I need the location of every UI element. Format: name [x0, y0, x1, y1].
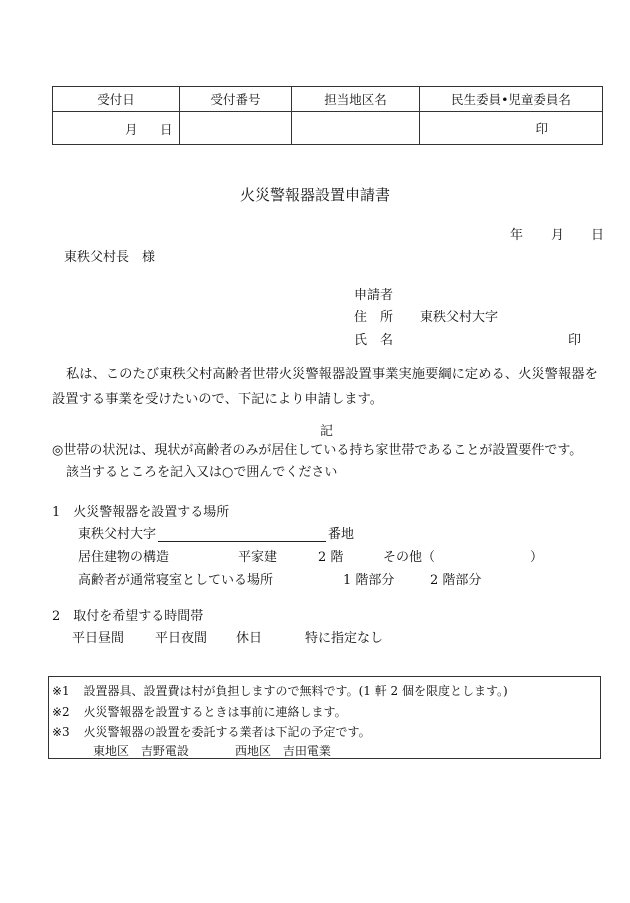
district-cell[interactable] — [292, 112, 420, 145]
install-address-suffix: 番地 — [328, 527, 355, 542]
time-option-weekday-day[interactable]: 平日昼間 — [72, 631, 125, 646]
commissioner-cell[interactable] — [420, 112, 603, 145]
applicant-address-value[interactable]: 東秩父村大字 — [420, 310, 499, 325]
contractor-west-area: 西地区 — [235, 744, 272, 758]
bedroom-label: 高齢者が通常寝室としている場所 — [78, 573, 274, 588]
contractor-east — [93, 742, 189, 759]
reception-date-cell[interactable] — [53, 112, 180, 145]
household-note: ◎世帯の状況は、現状が高齢者のみが居住している持ち家世帯であることが設置要件です。 — [52, 443, 583, 458]
reception-number-header: 受付番号 — [180, 87, 292, 112]
time-option-weekday-night[interactable]: 平日夜間 — [155, 631, 208, 646]
reception-table — [52, 86, 603, 145]
document-title: 火災警報器設置申請書 — [239, 186, 390, 204]
addressee: 東秩父村長 様 — [64, 250, 156, 265]
district-header: 担当地区名 — [292, 87, 420, 112]
contractor-west — [235, 742, 331, 759]
fill-instruction: 該当するところを記入又は○で囲んでください — [66, 465, 338, 480]
note-3 — [52, 723, 371, 740]
reception-header-row — [53, 87, 603, 112]
note-2-mark: ※2 — [52, 705, 70, 719]
bedroom-option-first-floor[interactable]: 1 階部分 — [343, 573, 395, 588]
note-1 — [52, 682, 508, 699]
time-option-holiday[interactable]: 休日 — [236, 631, 263, 646]
note-3-text: 火災警報器の設置を委託する業者は下記の予定です。 — [83, 725, 371, 739]
day-label: 日 — [160, 122, 173, 137]
reception-number-cell[interactable] — [180, 112, 292, 145]
note-1-text: 設置器具、設置費は村が負担しますので無料です。(1 軒 2 個を限度とします。) — [83, 684, 508, 698]
structure-other-close: ） — [530, 550, 544, 565]
structure-label: 居住建物の構造 — [78, 550, 170, 565]
install-address-row — [78, 523, 354, 542]
commissioner-seal-label: 印 — [535, 121, 548, 136]
install-address-field[interactable] — [158, 527, 326, 542]
section1-heading: 1 火災警報器を設置する場所 — [52, 505, 230, 520]
intro-paragraph: 私は、このたび東秩父村高齢者世帯火災警報器設置事業実施要綱に定める、火災警報器を設置する事業を受けたいので、下記により申請します。 — [52, 367, 598, 407]
note-1-mark: ※1 — [52, 684, 70, 698]
month-label: 月 — [125, 122, 138, 137]
note-2-text: 火災警報器を設置するときは事前に連絡します。 — [83, 705, 347, 719]
time-option-no-preference[interactable]: 特に指定なし — [305, 631, 384, 646]
date-year-label: 年 — [510, 228, 524, 243]
reception-date-header: 受付日 — [53, 87, 180, 112]
date-day-label: 日 — [591, 228, 605, 243]
note-2 — [52, 703, 347, 720]
contractor-west-name: 吉田電業 — [282, 744, 331, 758]
contractor-east-area: 東地区 — [93, 744, 130, 758]
bedroom-option-second-floor[interactable]: 2 階部分 — [430, 573, 482, 588]
ki-label: 記 — [320, 424, 334, 439]
structure-option-other[interactable]: その他（ — [383, 550, 436, 565]
applicant-seal-label: 印 — [568, 333, 582, 348]
install-address-prefix: 東秩父村大字 — [78, 527, 157, 542]
applicant-name-label: 氏 名 — [354, 333, 394, 348]
contractor-east-name: 吉野電設 — [140, 744, 189, 758]
applicant-label: 申請者 — [354, 288, 394, 303]
section2-heading: 2 取付を希望する時間帯 — [52, 609, 204, 624]
note-3-mark: ※3 — [52, 725, 70, 739]
structure-option-one-story[interactable]: 平家建 — [238, 550, 278, 565]
reception-value-row — [53, 112, 603, 145]
notes-box — [48, 676, 601, 759]
date-month-label: 月 — [551, 228, 565, 243]
applicant-address-label: 住 所 — [354, 310, 394, 325]
welfare-commissioner-header: 民生委員•児童委員名 — [420, 87, 603, 112]
structure-option-two-story[interactable]: 2 階 — [318, 550, 344, 565]
